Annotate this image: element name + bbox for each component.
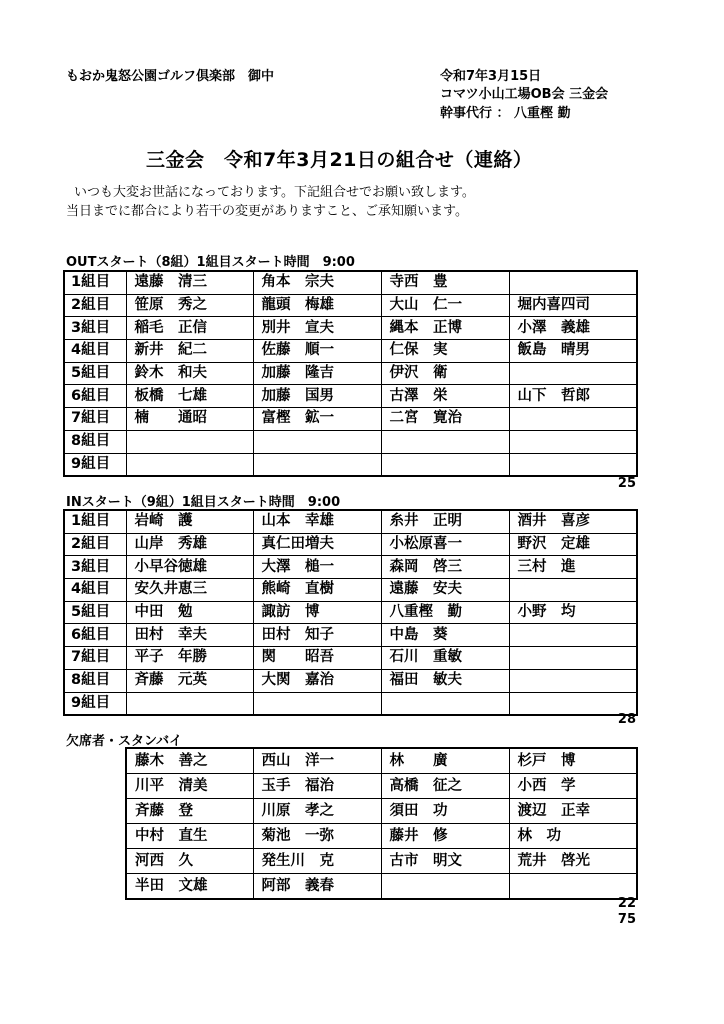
organizer: 幹事代行 ： 八重樫 勤 [440, 106, 571, 121]
group-label: 5組目 [64, 362, 126, 385]
pairing-row [64, 579, 637, 602]
standby-player-cell: 高橋 征之 [381, 774, 509, 799]
player-cell: 三村 進 [509, 556, 637, 579]
in-total: 28 [617, 712, 636, 727]
standby-player-cell: 杉戸 博 [509, 748, 637, 774]
player-cell: 八重樫 勤 [381, 601, 509, 624]
standby-player-cell: 斉藤 登 [126, 799, 253, 824]
player-cell [253, 430, 381, 453]
standby-player-cell: 発生川 克 [253, 849, 381, 874]
player-cell: 田村 幸夫 [126, 624, 253, 647]
pairing-row [64, 601, 637, 624]
pairing-row [64, 294, 637, 317]
group-label: 6組目 [64, 624, 126, 647]
player-cell: 寺西 豊 [381, 271, 509, 294]
standby-player-cell: 半田 文雄 [126, 874, 253, 900]
player-cell: 加藤 隆吉 [253, 362, 381, 385]
standby-section-caption: 欠席者・スタンバイ [66, 734, 183, 749]
pairing-row [64, 669, 637, 692]
player-cell: 石川 重敏 [381, 647, 509, 670]
group-label: 8組目 [64, 430, 126, 453]
pairing-row [64, 510, 637, 533]
player-cell: 関 昭吾 [253, 647, 381, 670]
organization: コマツ小山工場OB会 三金会 [440, 87, 609, 102]
player-cell: 熊崎 直樹 [253, 579, 381, 602]
player-cell [381, 430, 509, 453]
in-section-caption: INスタート（9組）1組目スタート時間 9:00 [66, 495, 341, 510]
player-cell [381, 453, 509, 476]
out-pairings-table [63, 270, 638, 477]
player-cell: 田村 知子 [253, 624, 381, 647]
player-cell: 二宮 寛治 [381, 408, 509, 431]
player-cell: 富樫 鉱一 [253, 408, 381, 431]
player-cell: 鈴木 和夫 [126, 362, 253, 385]
player-cell: 飯島 晴男 [509, 340, 637, 363]
player-cell [253, 453, 381, 476]
standby-row [126, 748, 637, 774]
pairing-row [64, 271, 637, 294]
player-cell [509, 271, 637, 294]
player-cell: 遠藤 安夫 [381, 579, 509, 602]
standby-player-cell: 藤井 修 [381, 824, 509, 849]
pairing-row [64, 533, 637, 556]
standby-player-cell: 古市 明文 [381, 849, 509, 874]
standby-player-cell: 阿部 義春 [253, 874, 381, 900]
player-cell: 平子 年勝 [126, 647, 253, 670]
standby-player-cell: 川原 孝之 [253, 799, 381, 824]
out-total: 25 [617, 476, 636, 491]
group-label: 9組目 [64, 692, 126, 715]
player-cell: 龍頭 梅雄 [253, 294, 381, 317]
player-cell: 角本 宗夫 [253, 271, 381, 294]
standby-player-cell: 玉手 福治 [253, 774, 381, 799]
player-cell [126, 692, 253, 715]
player-cell: 縄本 正博 [381, 317, 509, 340]
pairing-row [64, 647, 637, 670]
group-label: 4組目 [64, 579, 126, 602]
player-cell: 別井 宣夫 [253, 317, 381, 340]
in-pairings-table [63, 509, 638, 716]
player-cell: 楠 通昭 [126, 408, 253, 431]
player-cell: 山本 幸雄 [253, 510, 381, 533]
pairing-row [64, 362, 637, 385]
player-cell: 伊沢 衛 [381, 362, 509, 385]
player-cell: 小澤 義雄 [509, 317, 637, 340]
player-cell [509, 453, 637, 476]
player-cell: 小野 均 [509, 601, 637, 624]
player-cell: 酒井 喜彦 [509, 510, 637, 533]
intro-line-2: 当日までに都合により若干の変更がありますこと、ご承知願います。 [66, 204, 468, 219]
intro-line-1: いつも大変お世話になっております。下記組合せでお願い致します。 [74, 185, 475, 200]
player-cell: 板橋 七雄 [126, 385, 253, 408]
player-cell [126, 430, 253, 453]
player-cell [509, 647, 637, 670]
pairing-row [64, 624, 637, 647]
player-cell: 古澤 栄 [381, 385, 509, 408]
group-label: 8組目 [64, 669, 126, 692]
player-cell: 加藤 国男 [253, 385, 381, 408]
player-cell: 山岸 秀雄 [126, 533, 253, 556]
player-cell: 森岡 啓三 [381, 556, 509, 579]
standby-table [125, 747, 638, 900]
player-cell: 福田 敏夫 [381, 669, 509, 692]
standby-row [126, 849, 637, 874]
player-cell: 安久井恵三 [126, 579, 253, 602]
pairing-row [64, 385, 637, 408]
player-cell [253, 692, 381, 715]
player-cell: 大関 嘉治 [253, 669, 381, 692]
pairing-row [64, 317, 637, 340]
player-cell: 遠藤 清三 [126, 271, 253, 294]
player-cell: 小松原喜一 [381, 533, 509, 556]
standby-player-cell: 中村 直生 [126, 824, 253, 849]
standby-player-cell: 林 功 [509, 824, 637, 849]
standby-player-cell: 川平 清美 [126, 774, 253, 799]
player-cell: 岩崎 護 [126, 510, 253, 533]
group-label: 1組目 [64, 271, 126, 294]
document-date: 令和7年3月15日 [440, 69, 542, 84]
standby-player-cell: 河西 久 [126, 849, 253, 874]
group-label: 4組目 [64, 340, 126, 363]
standby-player-cell: 小西 学 [509, 774, 637, 799]
player-cell: 中田 勉 [126, 601, 253, 624]
group-label: 7組目 [64, 408, 126, 431]
player-cell: 諏訪 博 [253, 601, 381, 624]
addressee: もおか鬼怒公園ゴルフ倶楽部 御中 [66, 69, 275, 84]
standby-player-cell: 林 廣 [381, 748, 509, 774]
standby-player-cell: 須田 功 [381, 799, 509, 824]
pairing-row [64, 692, 637, 715]
player-cell: 佐藤 順一 [253, 340, 381, 363]
player-cell: 山下 哲郎 [509, 385, 637, 408]
player-cell [381, 692, 509, 715]
player-cell [509, 408, 637, 431]
player-cell: 稲毛 正信 [126, 317, 253, 340]
standby-row [126, 874, 637, 900]
player-cell: 新井 紀二 [126, 340, 253, 363]
pairing-row [64, 430, 637, 453]
standby-row [126, 799, 637, 824]
grand-total: 75 [617, 912, 636, 927]
standby-player-cell: 西山 洋一 [253, 748, 381, 774]
standby-total: 22 [617, 896, 636, 911]
player-cell: 野沢 定雄 [509, 533, 637, 556]
player-cell: 小早谷徳雄 [126, 556, 253, 579]
out-section-caption: OUTスタート（8組）1組目スタート時間 9:00 [66, 255, 355, 270]
player-cell: 大山 仁一 [381, 294, 509, 317]
player-cell: 大澤 槌一 [253, 556, 381, 579]
player-cell: 斉藤 元英 [126, 669, 253, 692]
player-cell [509, 579, 637, 602]
pairing-row [64, 408, 637, 431]
standby-row [126, 774, 637, 799]
player-cell: 笹原 秀之 [126, 294, 253, 317]
group-label: 2組目 [64, 533, 126, 556]
pairing-row [64, 340, 637, 363]
group-label: 9組目 [64, 453, 126, 476]
group-label: 6組目 [64, 385, 126, 408]
player-cell [509, 669, 637, 692]
player-cell: 糸井 正明 [381, 510, 509, 533]
group-label: 2組目 [64, 294, 126, 317]
standby-player-cell [381, 874, 509, 900]
player-cell: 真仁田増夫 [253, 533, 381, 556]
player-cell [509, 624, 637, 647]
standby-player-cell: 藤木 善之 [126, 748, 253, 774]
player-cell [126, 453, 253, 476]
group-label: 7組目 [64, 647, 126, 670]
group-label: 3組目 [64, 556, 126, 579]
player-cell: 仁保 実 [381, 340, 509, 363]
player-cell [509, 430, 637, 453]
standby-player-cell: 菊池 一弥 [253, 824, 381, 849]
standby-player-cell: 荒井 啓光 [509, 849, 637, 874]
player-cell [509, 362, 637, 385]
page-title: 三金会 令和7年3月21日の組合せ（連絡） [146, 149, 533, 171]
pairing-row [64, 453, 637, 476]
player-cell: 中島 葵 [381, 624, 509, 647]
group-label: 5組目 [64, 601, 126, 624]
pairing-row [64, 556, 637, 579]
standby-row [126, 824, 637, 849]
group-label: 1組目 [64, 510, 126, 533]
standby-player-cell: 渡辺 正幸 [509, 799, 637, 824]
group-label: 3組目 [64, 317, 126, 340]
player-cell: 堀内喜四司 [509, 294, 637, 317]
